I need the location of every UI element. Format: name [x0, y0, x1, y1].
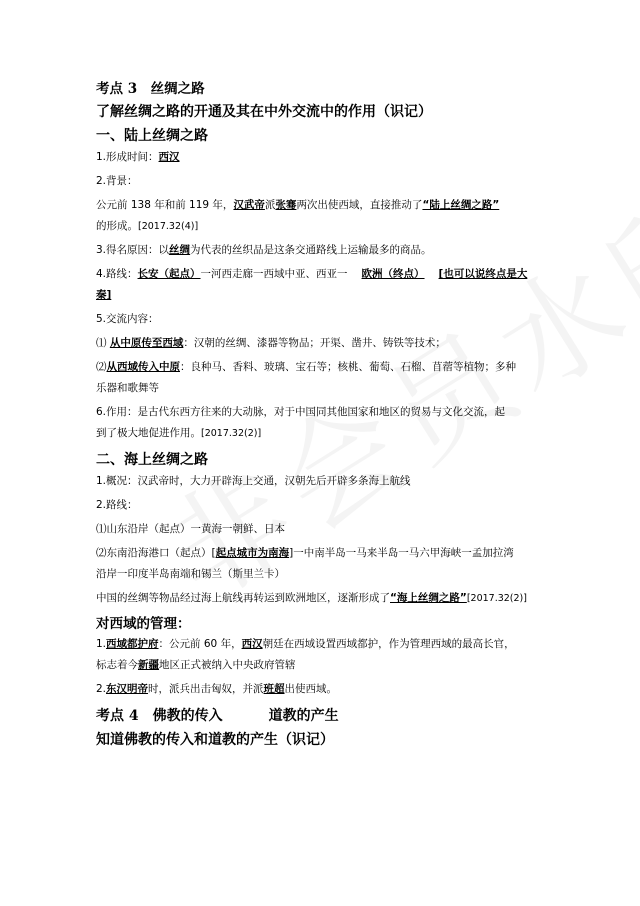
list-number: 2.	[96, 683, 107, 695]
route-start: 长安（起点）	[137, 268, 201, 280]
sea-road-term: “海上丝绸之路”	[390, 592, 467, 604]
exam-reference: [2017.32(4)]	[138, 221, 199, 232]
exam-reference: [2017.32(2)]	[201, 428, 262, 439]
name-origin-part: 为代表的丝织品是这条交通路线上运输最多的商品。	[190, 244, 432, 256]
list-number: ⑴	[96, 337, 107, 349]
exchange-2-heading: 从西域传入中原	[106, 361, 180, 373]
background-text-cont	[96, 217, 546, 241]
ming-emperor-part: 时，派兵出击匈奴，并派	[148, 683, 264, 695]
protectorate-term: 西域都护府	[106, 638, 159, 650]
role-text: 6.作用：是古代东西方往来的大动脉，对于中国同其他国家和地区的贸易与文化交流，起	[96, 406, 506, 418]
topic3-requirement: 了解丝绸之路的开通及其在中外交流中的作用（识记）	[96, 104, 432, 120]
list-number: 1.	[96, 638, 107, 650]
sea-silk-road-heading: 二、海上丝绸之路	[96, 452, 208, 468]
protectorate-part: ：公元前 60 年，	[158, 638, 242, 650]
route-line-cont	[96, 286, 546, 310]
sea-route-2	[96, 544, 546, 565]
sea-overview: 1.概况：汉武帝时，大力开辟海上交通，汉朝先后开辟多条海上航线	[96, 475, 411, 487]
sea-goods-part: 中国的丝绸等物品经过海上航线再转运到欧洲地区，逐渐形成了	[96, 592, 390, 604]
background-text-part: 两次出使西域，直接推动了	[296, 199, 423, 211]
land-road-term: “陆上丝绸之路”	[422, 199, 500, 211]
name-origin-part: 3.得名原因：以	[96, 244, 170, 256]
sea-goods	[96, 589, 546, 613]
sea-route-2-part: ⑵东南沿海港口（起点）[	[96, 547, 216, 559]
xinjiang-term: 新疆	[138, 659, 159, 671]
protectorate-part: 标志着今	[96, 659, 138, 671]
ming-emperor-text	[96, 680, 546, 704]
land-silk-road-heading: 一、陆上丝绸之路	[96, 128, 208, 144]
sea-route-1: ⑴山东沿岸（起点）一黄海一朝鲜、日本	[96, 523, 285, 535]
background-text-part: 派	[264, 199, 276, 211]
sea-route-2-cont: 沿岸一印度半岛南端和锡兰（斯里兰卡）	[96, 568, 285, 580]
dynasty-term: 西汉	[241, 638, 263, 650]
topic4-requirement: 知道佛教的传入和道教的产生（识记）	[96, 732, 334, 748]
silk-term: 丝绸	[169, 244, 191, 256]
route-note-cont: 秦]	[96, 289, 112, 301]
route-middle: 一河西走廊一西域中亚、西亚一	[200, 268, 348, 280]
background-text	[96, 196, 546, 217]
exchange-1-heading: 从中原传至西域	[109, 337, 184, 349]
protectorate-part: 地区正式被纳入中央政府管辖	[159, 659, 296, 671]
route-line	[96, 265, 546, 286]
ming-emperor-part: 出使西域。	[284, 683, 338, 695]
role-text-part: 到了极大地促进作用。	[96, 427, 201, 439]
envoy-name: 张骞	[275, 199, 297, 211]
start-city: 起点城市为南海	[215, 547, 290, 559]
background-text-part: 的形成。	[96, 220, 138, 232]
western-regions-heading: 对西域的管理：	[96, 616, 191, 632]
document-page	[96, 78, 546, 752]
sea-route-2-part: ]一中南半岛一马来半岛一马六甲海峡一孟加拉湾	[289, 547, 514, 559]
formation-time	[96, 148, 546, 172]
background-text-part: 公元前 138 年和前 119 年，	[96, 199, 234, 211]
topic4-title	[96, 704, 546, 728]
exchange-label: 5.交流内容：	[96, 313, 159, 325]
formation-label: 1.形成时间：	[96, 151, 159, 163]
role-text-cont	[96, 424, 546, 448]
topic4-title-part: 考点 4 佛教的传入	[96, 708, 223, 724]
topic4-title-part: 道教的产生	[268, 708, 339, 724]
exchange-2-text: ：良种马、香料、玻璃、宝石等；核桃、葡萄、石榴、苜蓿等植物；多种	[180, 361, 516, 373]
route-end: 欧洲（终点）	[361, 268, 425, 280]
name-origin	[96, 241, 546, 265]
background-label: 2.背景：	[96, 175, 138, 187]
topic3-title: 考点 3 丝绸之路	[96, 81, 205, 97]
ban-chao-term: 班超	[263, 683, 285, 695]
exam-reference: [2017.32(2)]	[466, 593, 527, 604]
exchange-item-1	[96, 334, 546, 358]
ming-emperor-term: 东汉明帝	[106, 683, 149, 695]
emperor-name: 汉武帝	[233, 199, 265, 211]
route-label: 4.路线：	[96, 268, 138, 280]
exchange-item-2	[96, 358, 546, 379]
exchange-1-text: ：汉朝的丝绸、漆器等物品；开渠、凿井、铸铁等技术；	[183, 337, 446, 349]
sea-route-label: 2.路线：	[96, 499, 138, 511]
list-number: ⑵	[96, 361, 107, 373]
route-note: [也可以说终点是大	[438, 268, 528, 280]
protectorate-text	[96, 635, 546, 656]
protectorate-part: 朝廷在西域设置西域都护，作为管理西域的最高长官，	[262, 638, 515, 650]
formation-value: 西汉	[158, 151, 180, 163]
exchange-item-2-cont: 乐器和歌舞等	[96, 382, 159, 394]
protectorate-text-cont	[96, 656, 546, 680]
